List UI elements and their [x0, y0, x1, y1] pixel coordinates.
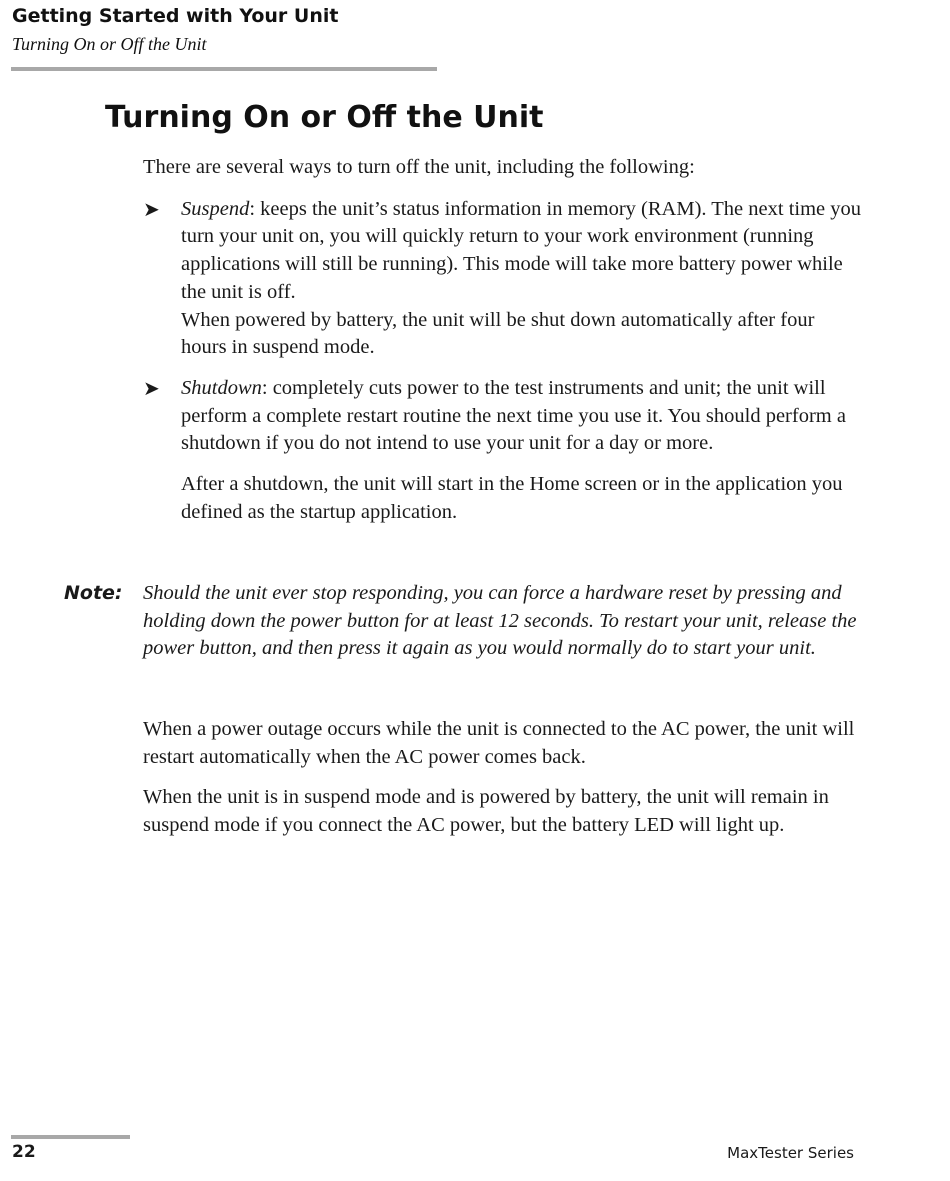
bullet-text: [181, 196, 863, 307]
arrowhead-bullet-icon: ➤: [143, 196, 160, 221]
bullet-item-shutdown: [143, 375, 863, 458]
note-text: Should the unit ever stop responding, you can force a hardware reset by pressing and holding down the power button for at least 12 seconds. To restart your unit, release the power button, and then press it again as you would normally do to start your unit.: [143, 582, 857, 660]
section-title: Turning On or Off the Unit: [12, 34, 207, 54]
power-outage-paragraph: When a power outage occurs while the unit is connected to the AC power, the unit will restart automatically when the AC power comes back.: [143, 718, 855, 768]
page-title: Turning On or Off the Unit: [105, 100, 544, 135]
note-label: Note:: [64, 582, 123, 604]
bullet-list: [143, 196, 863, 458]
note-block: [64, 580, 864, 663]
intro-paragraph: There are several ways to turn off the unit, including the following:: [143, 156, 695, 178]
bullet-extra: When powered by battery, the unit will be shut down automatically after four hours in suspend mode.: [181, 308, 815, 359]
bullet-text: [181, 375, 863, 458]
after-shutdown-paragraph: After a shutdown, the unit will start in the Home screen or in the application you defined as the startup application.: [181, 473, 843, 523]
suspend-mode-paragraph: When the unit is in suspend mode and is powered by battery, the unit will remain in suspend mode if you connect the AC power, but the battery LED will light up.: [143, 786, 829, 837]
bullet-description: : keeps the unit’s status information in memory (RAM). The next time you turn your unit on, you will quickly return to your work environment (running applications will still be running). This mode will take more battery power while the unit is off.: [181, 197, 862, 303]
closing-section: [143, 716, 863, 853]
page-number: 22: [12, 1142, 36, 1162]
bullet-term: Shutdown: [181, 376, 262, 399]
header-divider: [11, 67, 437, 71]
running-header: [12, 4, 438, 57]
chapter-title: Getting Started with Your Unit: [12, 5, 339, 27]
bullet-item-suspend: [143, 196, 863, 362]
arrowhead-bullet-icon: ➤: [143, 375, 160, 400]
footer-divider: [11, 1135, 130, 1139]
body-section: [143, 154, 863, 526]
bullet-term: Suspend: [181, 197, 250, 220]
product-name: MaxTester Series: [727, 1144, 854, 1162]
bullet-description: : completely cuts power to the test instruments and unit; the unit will perform a complete restart routine the next time you use it. You should perform a shutdown if you do not intend to use your unit for a day or more.: [181, 376, 846, 455]
